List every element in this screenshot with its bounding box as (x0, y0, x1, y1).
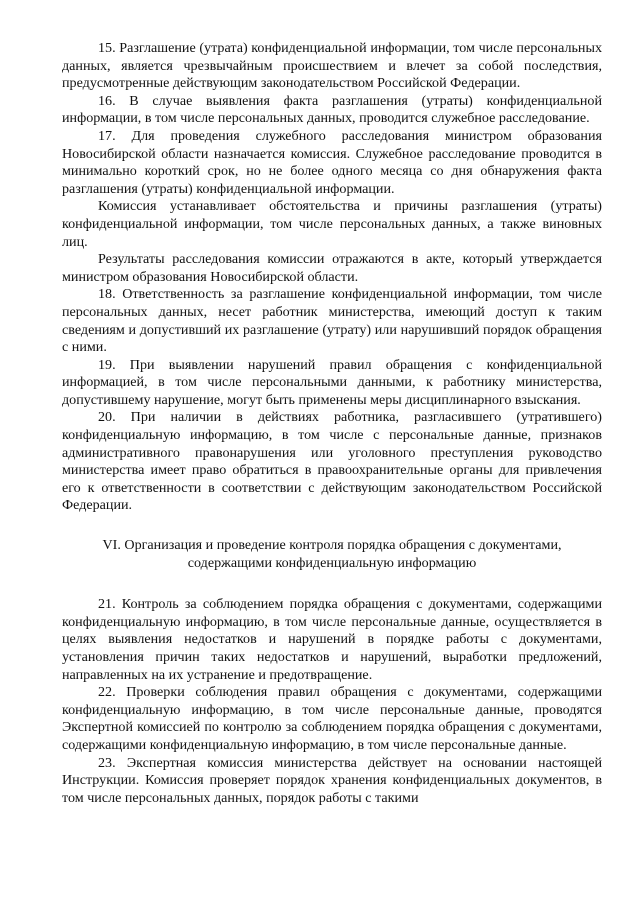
section-heading (62, 537, 602, 572)
paragraph-commission: Комиссия устанавливает обстоятельства и причины разглашения (утраты) конфиденциальной информации, том числе персональных данных, а также виновных лиц. (62, 198, 602, 250)
paragraph-15: 15. Разглашение (утрата) конфиденциальной информации, том числе персональных данных, является чрезвычайным происшествием и влечет за собой последствия, предусмотренные действующим законодательством Российской Федерации. (62, 40, 602, 92)
paragraph-16: 16. В случае выявления факта разглашения (утраты) конфиденциальной информации, в том числе персональных данных, проводится служебное расследование. (62, 92, 602, 127)
paragraph-results: Результаты расследования комиссии отражаются в акте, который утверждается министром образования Новосибирской области. (62, 251, 602, 285)
paragraph-22: 22. Проверки соблюдения правил обращения с документами, содержащими конфиденциальную информацию, в том числе персональные данные, проводятся Экспертной комиссией по контролю за соблюдением порядка обращения с документами, содержащими конфиденциальную информацию, в том числе персональные данные. (62, 684, 602, 753)
paragraph-19: 19. При выявлении нарушений правил обращения с конфиденциальной информацией, в том числе персональными данными, к работнику министерства, допустившему нарушение, могут быть применены меры дисциплинарного взыскания. (62, 356, 602, 408)
section-heading-line-2: содержащими конфиденциальную информацию (187, 554, 477, 571)
paragraph-21: 21. Контроль за соблюдением порядка обращения с документами, содержащими конфиденциальную информацию, в том числе персональные данные, осуществляется в целях выявления недостатков и нарушений в порядке работы с документами, установления причин таких недостатков и нарушений, выработки предложений, направленных на их устранение и предотвращение. (62, 596, 602, 683)
paragraph-17: 17. Для проведения служебного расследования министром образования Новосибирской области назначается комиссия. Служебное расследование проводится в минимально короткий срок, но не более одного месяца со дня обнаружения факта разглашения (утраты) конфиденциальной информации. (62, 127, 602, 197)
paragraph-23: 23. Экспертная комиссия министерства действует на основании настоящей Инструкции. Комиссия проверяет порядок хранения конфиденциальных документов, в том числе персональных данных, порядок работы с такими (62, 754, 602, 806)
document-page (62, 40, 602, 807)
paragraph-20: 20. При наличии в действиях работника, разгласившего (утратившего) конфиденциальную информацию, в том числе с персональные данные, признаков административного правонарушения или уголовного преступления руководство министерства имеет право обратиться в правоохранительные органы для привлечения его к ответственности в соответствии с действующим законодательством Российской Федерации. (62, 409, 602, 514)
paragraph-18: 18. Ответственность за разглашение конфиденциальной информации, том числе персональных данных, несет работник министерства, имеющий доступ к таким сведениям и допустивший их разглашение (утрату) или нарушивший порядок обращения с ними. (62, 286, 602, 356)
section-heading-line-1: VI. Организация и проведение контроля порядка обращения с документами, (102, 537, 562, 554)
